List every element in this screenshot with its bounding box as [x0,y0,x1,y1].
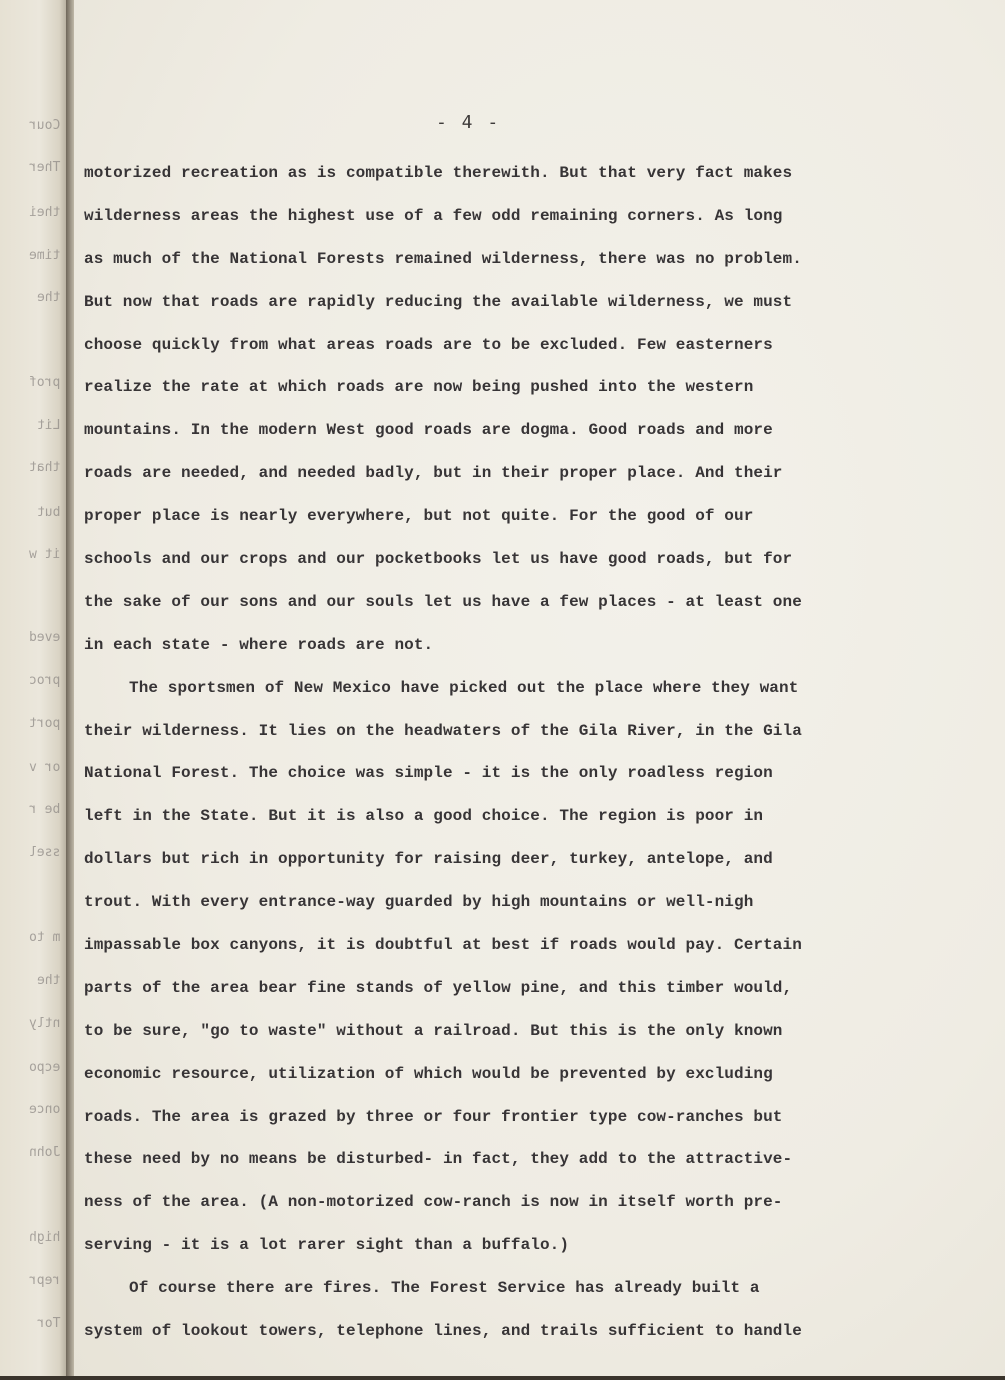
bleed-text: ssel [28,845,60,860]
bleed-text: or v [28,760,60,775]
page-bottom-edge [0,1376,1005,1380]
text-line: trout. With every entrance-way guarded by high mountains or well-nigh [84,893,754,912]
page-number: - 4 - [436,112,501,133]
text-line: realize the rate at which roads are now being pushed into the western [84,378,754,397]
text-line: Of course there are fires. The Forest Service has already built a [129,1279,760,1298]
text-line: as much of the National Forests remained wilderness, there was no problem. [84,249,802,268]
text-line: motorized recreation as is compatible therewith. But that very fact makes [84,164,793,182]
text-line: left in the State. But it is also a good choice. The region is poor in [84,807,764,826]
text-line: in each state - where roads are not. [84,635,434,654]
binding-gutter [66,0,74,1380]
text-line: serving - it is a lot rarer sight than a buffalo.) [84,1236,570,1255]
previous-page-edge [0,0,66,1380]
bleed-text: once [28,1102,60,1117]
text-line: mountains. In the modern West good roads are dogma. Good roads and more [84,421,773,440]
text-line: economic resource, utilization of which would be prevented by excluding [84,1064,773,1083]
text-line: roads. The area is grazed by three or four frontier type cow-ranches but [84,1107,783,1126]
text-line: system of lookout towers, telephone lines, and trails sufficient to handle [84,1322,802,1341]
text-line: ness of the area. (A non-motorized cow-ranch is now in itself worth pre- [84,1193,783,1212]
text-line: schools and our crops and our pocketbooks let us have good roads, but for [84,550,793,569]
bleed-text: that [28,460,60,475]
text-line: choose quickly from what areas roads are to be excluded. Few easterners [84,335,773,354]
bleed-text: the [36,290,60,305]
typed-body-text [84,152,904,1353]
bleed-text: high [28,1230,60,1245]
bleed-text: ecpo [28,1060,60,1075]
text-line: parts of the area bear fine stands of yellow pine, and this timber would, [84,978,793,997]
typed-page [74,0,1005,1380]
text-line: roads are needed, and needed badly, but in their proper place. And their [84,464,783,483]
bleed-text: repr [28,1273,60,1288]
bleed-text: Tor [36,1316,60,1331]
bleed-text: prof [28,375,60,390]
bleed-text: Lit [36,418,60,433]
text-line: impassable box canyons, it is doubtful at best if roads would pay. Certain [84,936,802,955]
bleed-text: m to [28,930,60,945]
text-line: dollars but rich in opportunity for raising deer, turkey, antelope, and [84,850,773,869]
text-line: wilderness areas the highest use of a few odd remaining corners. As long [84,206,783,225]
bleed-text: time [28,248,60,263]
text-line: these need by no means be disturbed- in fact, they add to the attractive- [84,1150,793,1169]
text-line: the sake of our sons and our souls let us have a few places - at least one [84,592,802,611]
text-line: The sportsmen of New Mexico have picked out the place where they want [129,678,799,697]
bleed-text: Ther [28,160,60,175]
bleed-text: Cour [28,118,60,133]
bleed-text: the [36,973,60,988]
bleed-text: ntly [28,1016,60,1031]
bleed-text: eved [28,630,60,645]
text-line: their wilderness. It lies on the headwaters of the Gila River, in the Gila [84,721,802,740]
text-line: proper place is nearly everywhere, but not quite. For the good of our [84,507,754,526]
text-line: National Forest. The choice was simple - it is the only roadless region [84,764,773,783]
bleed-text: John [28,1145,60,1160]
bleed-text: be r [28,802,60,817]
text-line: to be sure, "go to waste" without a railroad. But this is the only known [84,1021,783,1040]
bleed-text: thei [28,205,60,220]
bleed-text: it w [28,547,60,562]
bleed-text: port [28,716,60,731]
text-line: But now that roads are rapidly reducing the available wilderness, we must [84,292,793,311]
bleed-text: but [36,505,60,520]
bleed-text: proc [28,673,60,688]
